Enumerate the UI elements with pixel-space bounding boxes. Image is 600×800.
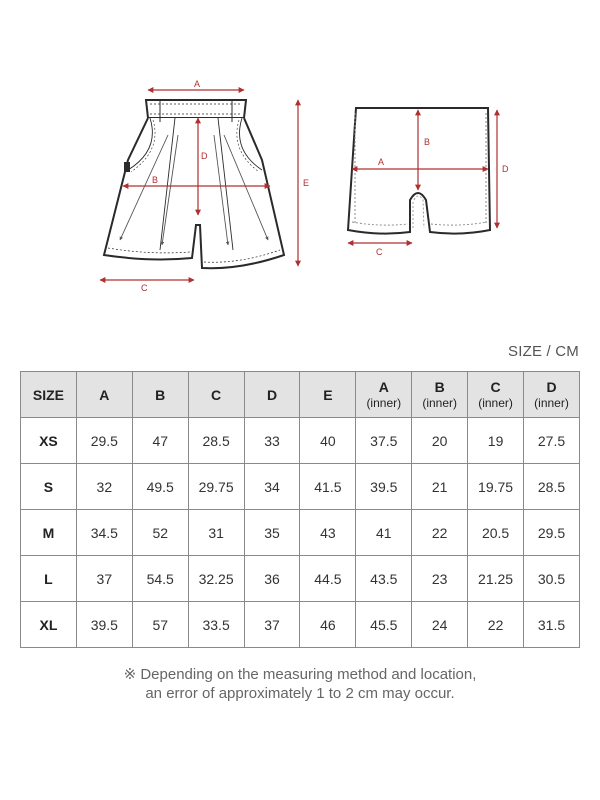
measure-cell: 52 [132, 510, 188, 556]
measure-cell: 29.5 [524, 510, 580, 556]
measure-cell: 31.5 [524, 602, 580, 648]
inner-shorts-drawing [348, 108, 490, 234]
header-main-label: A [99, 386, 110, 403]
front-label-d: D [201, 151, 208, 161]
inner-label-d: D [502, 164, 509, 174]
measure-cell: 57 [132, 602, 188, 648]
measure-cell: 34 [244, 464, 300, 510]
measure-cell: 37 [76, 556, 132, 602]
measure-cell: 24 [412, 602, 468, 648]
measure-cell: 23 [412, 556, 468, 602]
measure-cell: 33 [244, 418, 300, 464]
header-sub-label: (inner) [366, 396, 402, 410]
note-line-1: ※ Depending on the measuring method and location, [123, 666, 477, 683]
measurement-note [0, 665, 600, 703]
inner-label-b: B [424, 137, 431, 147]
header-cell [468, 372, 524, 418]
measure-cell: 36 [244, 556, 300, 602]
header-main-label: D [266, 386, 278, 403]
header-main-label: SIZE [32, 386, 64, 403]
measure-cell: 21 [412, 464, 468, 510]
inner-label-a: A [378, 157, 385, 167]
size-diagram [0, 0, 600, 310]
header-cell [244, 372, 300, 418]
table-row [21, 510, 580, 556]
front-label-c: C [141, 283, 148, 293]
measure-cell: 39.5 [76, 602, 132, 648]
table-header-row [21, 372, 580, 418]
measure-cell: 21.25 [468, 556, 524, 602]
measure-cell: 37 [244, 602, 300, 648]
front-label-a: A [194, 79, 201, 89]
measure-cell: 41.5 [300, 464, 356, 510]
header-cell [300, 372, 356, 418]
measure-cell: 28.5 [524, 464, 580, 510]
measure-cell: 34.5 [76, 510, 132, 556]
measure-cell: 33.5 [188, 602, 244, 648]
diagram-svg [0, 0, 600, 310]
measure-cell: 44.5 [300, 556, 356, 602]
measure-cell: 28.5 [188, 418, 244, 464]
measure-cell: 22 [412, 510, 468, 556]
header-cell [76, 372, 132, 418]
header-sub-label: (inner) [422, 396, 458, 410]
front-label-b: B [152, 175, 159, 185]
measure-cell: 27.5 [524, 418, 580, 464]
table-row [21, 418, 580, 464]
front-shorts-drawing [104, 100, 284, 268]
table-body [21, 418, 580, 648]
measure-cell: 32.25 [188, 556, 244, 602]
measure-cell: 54.5 [132, 556, 188, 602]
header-cell [412, 372, 468, 418]
header-cell [356, 372, 412, 418]
measure-cell: 49.5 [132, 464, 188, 510]
inner-label-c: C [376, 247, 383, 257]
measure-cell: 19 [468, 418, 524, 464]
front-label-e: E [303, 178, 310, 188]
measure-cell: 29.5 [76, 418, 132, 464]
measure-cell: 30.5 [524, 556, 580, 602]
measure-cell: 20 [412, 418, 468, 464]
header-main-label: E [323, 386, 333, 403]
size-table [20, 371, 580, 648]
header-cell [188, 372, 244, 418]
measure-cell: 29.75 [188, 464, 244, 510]
measure-cell: 37.5 [356, 418, 412, 464]
table-row [21, 464, 580, 510]
measure-cell: 22 [468, 602, 524, 648]
header-cell [132, 372, 188, 418]
header-sub-label: (inner) [478, 396, 513, 410]
measure-cell: 35 [244, 510, 300, 556]
measure-cell: 43 [300, 510, 356, 556]
unit-label: SIZE / CM [508, 343, 579, 360]
size-name-cell: M [21, 510, 77, 556]
measure-cell: 43.5 [356, 556, 412, 602]
note-line-2: an error of approximately 1 to 2 cm may occur. [145, 685, 455, 702]
header-cell [524, 372, 580, 418]
measure-cell: 40 [300, 418, 356, 464]
measure-cell: 45.5 [356, 602, 412, 648]
measure-cell: 39.5 [356, 464, 412, 510]
measure-cell: 19.75 [468, 464, 524, 510]
header-main-label: B [155, 386, 166, 403]
measure-cell: 41 [356, 510, 412, 556]
header-main-label: C [211, 386, 222, 403]
size-name-cell: XL [21, 602, 77, 648]
measure-cell: 32 [76, 464, 132, 510]
size-name-cell: XS [21, 418, 77, 464]
measure-cell: 46 [300, 602, 356, 648]
measure-cell: 47 [132, 418, 188, 464]
header-main-label: D [546, 379, 557, 395]
table-row [21, 602, 580, 648]
header-main-label: A [378, 379, 389, 395]
header-sub-label: (inner) [534, 396, 569, 410]
header-cell [21, 372, 77, 418]
header-main-label: B [434, 379, 445, 395]
measure-cell: 31 [188, 510, 244, 556]
size-name-cell: L [21, 556, 77, 602]
table-row [21, 556, 580, 602]
header-main-label: C [490, 379, 501, 395]
measure-cell: 20.5 [468, 510, 524, 556]
size-name-cell: S [21, 464, 77, 510]
